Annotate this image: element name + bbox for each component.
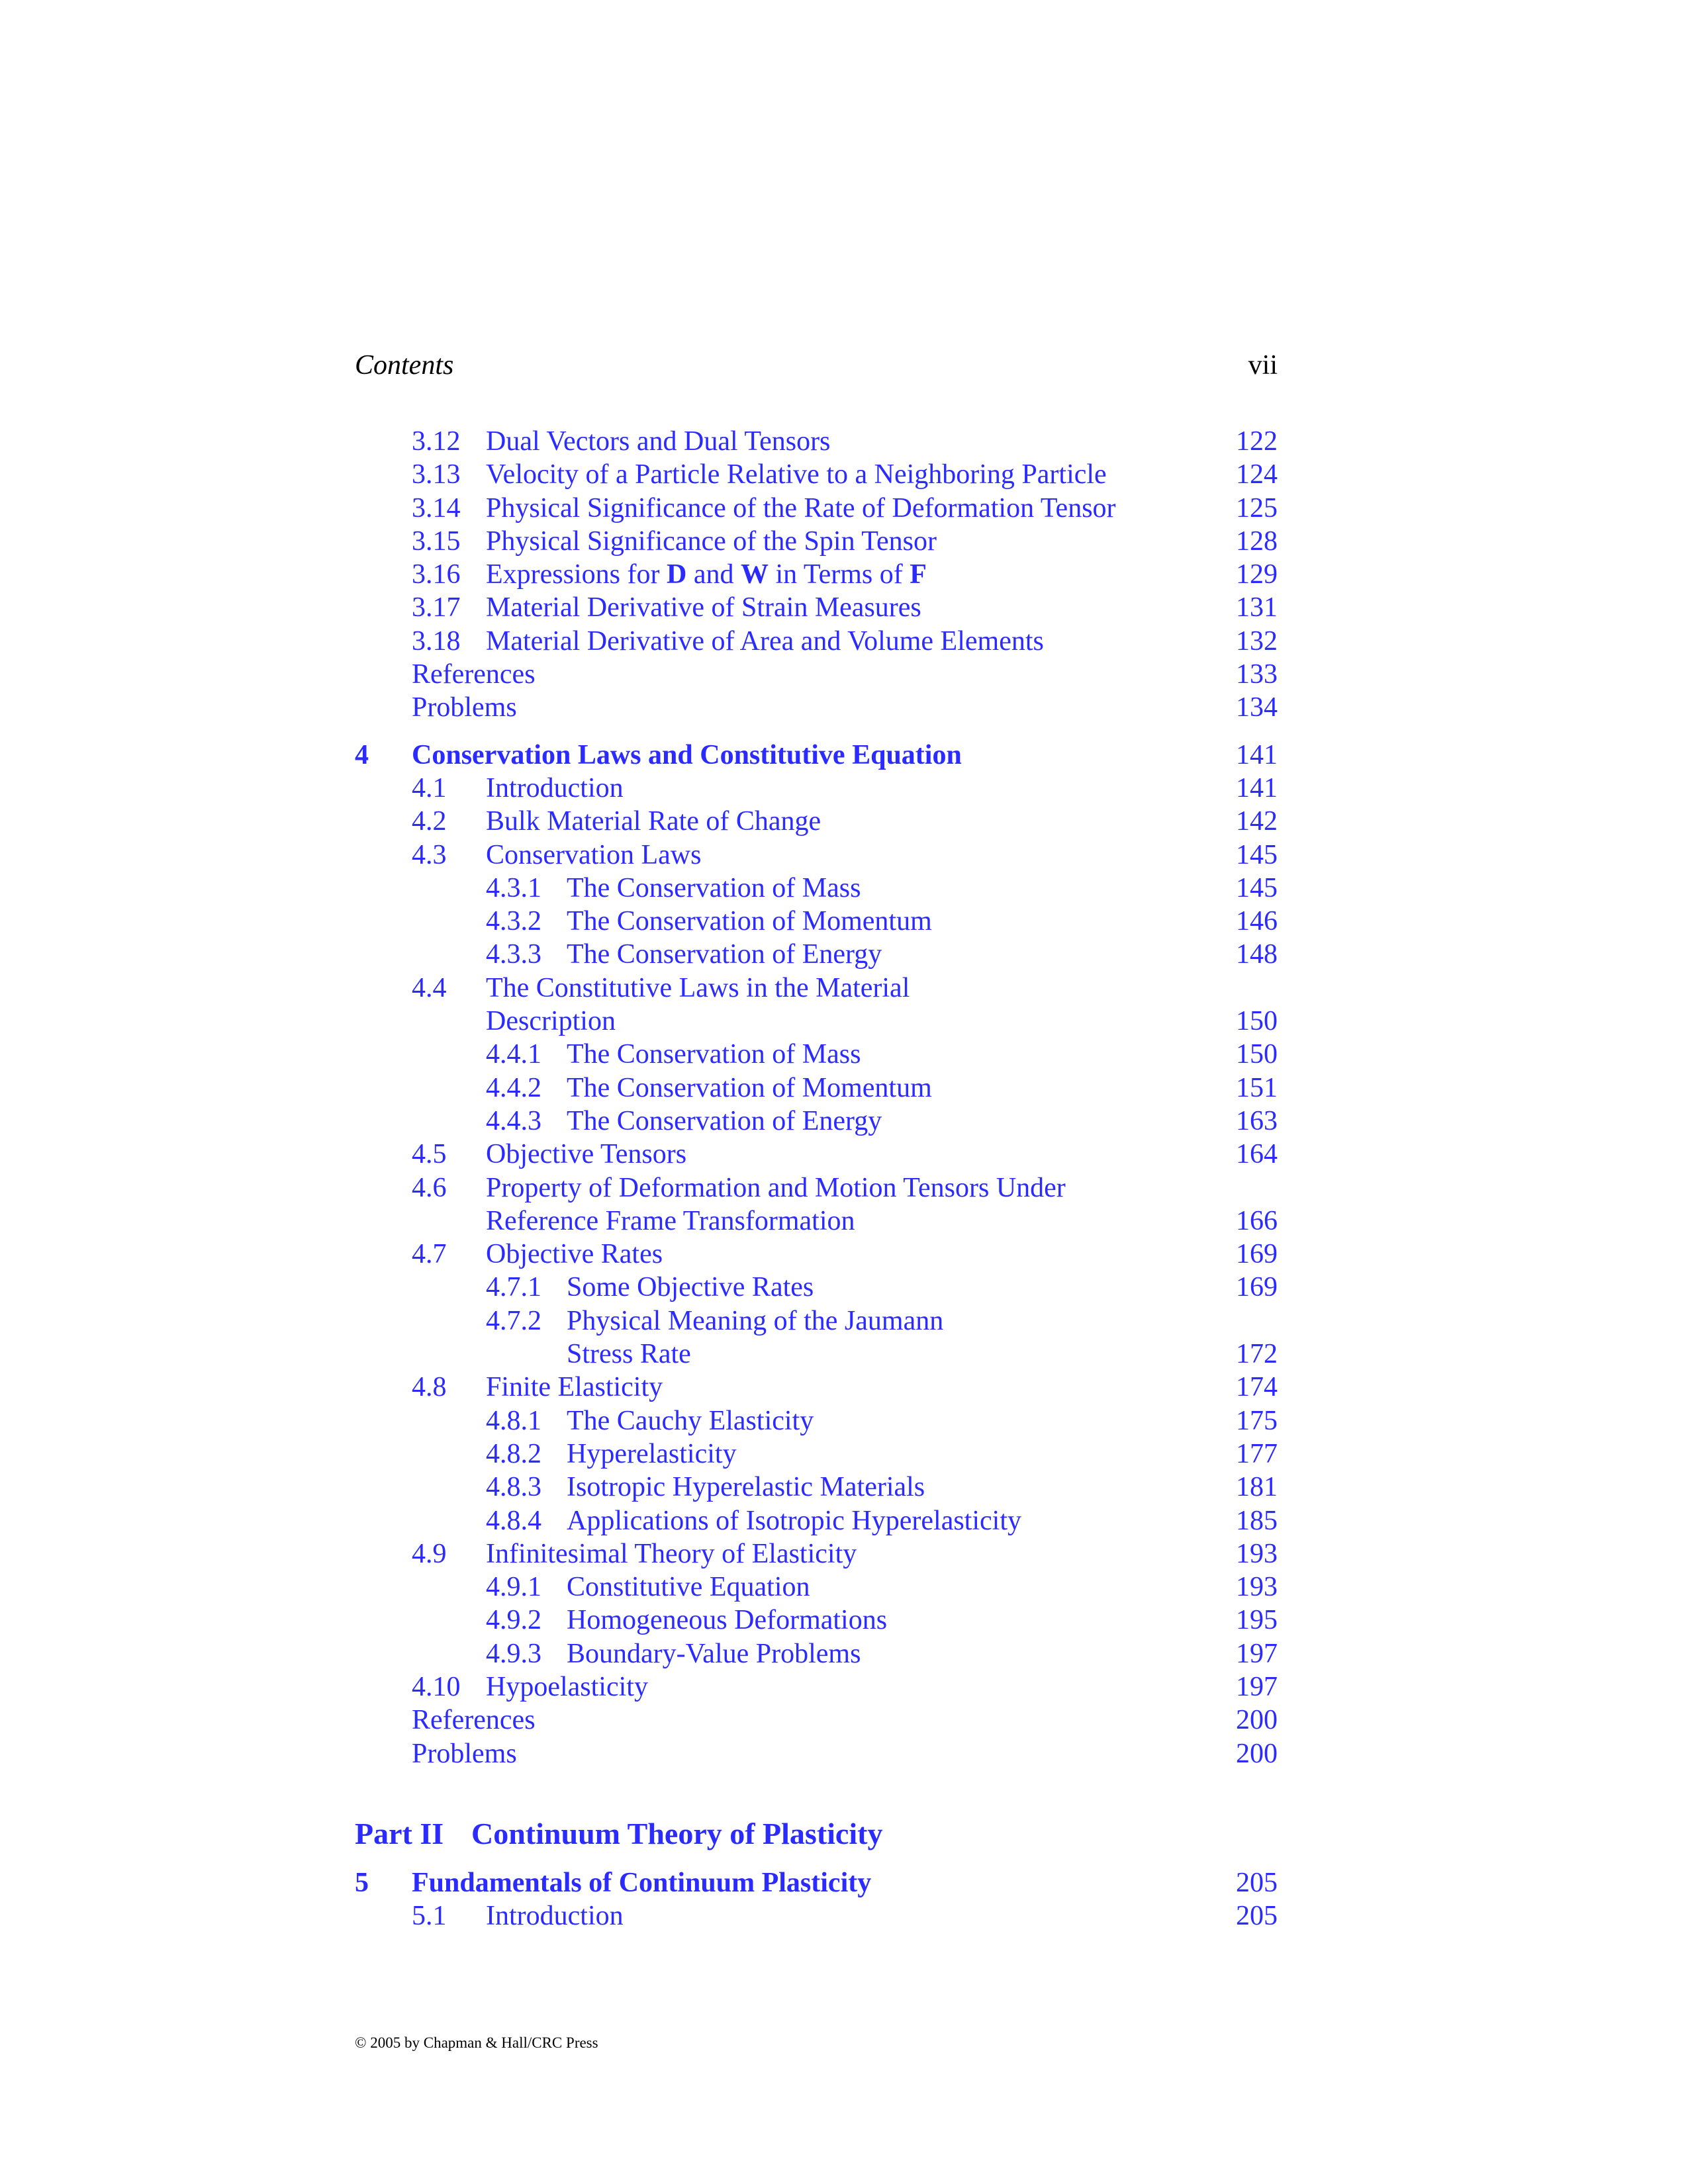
toc-entry[interactable] xyxy=(355,805,1278,838)
toc-number: 4.9 xyxy=(412,1538,447,1569)
toc-entry[interactable] xyxy=(355,1171,1278,1205)
toc-entry[interactable] xyxy=(355,558,1278,591)
toc-title[interactable]: Velocity of a Particle Relative to a Neighboring Particle xyxy=(486,459,1107,490)
toc-title[interactable]: Introduction xyxy=(486,1901,624,1932)
toc-number: 4.3 xyxy=(412,839,447,870)
toc-number: 4.8.2 xyxy=(486,1438,541,1469)
toc-entry[interactable] xyxy=(355,525,1278,558)
toc-title-text: Expressions for xyxy=(486,559,667,590)
toc-entry[interactable] xyxy=(355,492,1278,525)
toc-page-number[interactable]: 145 xyxy=(1236,839,1278,870)
toc-title[interactable]: Some Objective Rates xyxy=(567,1272,814,1303)
toc-page-number[interactable]: 163 xyxy=(1236,1105,1278,1136)
toc-entry[interactable] xyxy=(355,458,1278,491)
toc-number: 4.9.1 xyxy=(486,1572,541,1603)
toc-number: 4.9.2 xyxy=(486,1605,541,1636)
toc-title[interactable]: The Conservation of Mass xyxy=(567,1039,861,1070)
toc-entry[interactable] xyxy=(355,1537,1278,1570)
toc-page-number[interactable]: 200 xyxy=(1236,1738,1278,1769)
toc-number: 3.16 xyxy=(412,559,461,590)
toc-title[interactable] xyxy=(486,558,927,591)
toc-entry[interactable] xyxy=(355,872,1278,905)
toc-page-number[interactable]: 148 xyxy=(1236,939,1278,970)
toc-title[interactable]: Conservation Laws and Constitutive Equation xyxy=(412,739,962,770)
toc-title[interactable]: Physical Significance of the Spin Tensor xyxy=(486,525,937,557)
toc-number: Part II xyxy=(355,1816,444,1850)
toc-number: 4.7 xyxy=(412,1239,447,1270)
toc-page-number[interactable]: 193 xyxy=(1236,1572,1278,1603)
toc-title[interactable]: Fundamentals of Continuum Plasticity xyxy=(412,1867,872,1898)
toc-entry[interactable] xyxy=(355,1437,1278,1471)
toc-entry[interactable] xyxy=(355,1105,1278,1138)
toc-title[interactable]: Property of Deformation and Motion Tensors Under xyxy=(486,1172,1066,1203)
toc-number: 4.4.1 xyxy=(486,1039,541,1070)
toc-page-number[interactable]: 181 xyxy=(1236,1472,1278,1503)
toc-number: 3.13 xyxy=(412,459,461,490)
toc-page-number[interactable]: 193 xyxy=(1236,1538,1278,1569)
toc-title[interactable]: Constitutive Equation xyxy=(567,1572,810,1603)
toc-title[interactable]: Applications of Isotropic Hyperelasticity xyxy=(567,1505,1021,1536)
toc-entry[interactable] xyxy=(355,1338,1278,1371)
toc-page-number[interactable]: 197 xyxy=(1236,1638,1278,1669)
toc-number: 4.3.3 xyxy=(486,939,541,970)
toc-title[interactable]: Problems xyxy=(412,1738,517,1769)
toc-entry[interactable] xyxy=(355,1138,1278,1171)
toc-entry[interactable] xyxy=(355,1005,1278,1038)
toc-entry[interactable] xyxy=(355,1670,1278,1704)
toc-entry[interactable] xyxy=(355,938,1278,971)
toc-number: 4.6 xyxy=(412,1172,447,1203)
toc-title[interactable]: Homogeneous Deformations xyxy=(567,1605,888,1636)
toc-number: 4.5 xyxy=(412,1139,447,1170)
toc-title[interactable]: Stress Rate xyxy=(567,1339,691,1370)
toc-entry[interactable] xyxy=(355,1371,1278,1404)
toc-page-number[interactable]: 132 xyxy=(1236,625,1278,657)
toc-number: 4.10 xyxy=(412,1671,461,1702)
toc-entry[interactable] xyxy=(355,905,1278,938)
toc-entry[interactable] xyxy=(355,425,1278,458)
toc-entry[interactable] xyxy=(355,1637,1278,1670)
toc-title[interactable]: Physical Meaning of the Jaumann xyxy=(567,1305,944,1336)
toc-page-number[interactable]: 131 xyxy=(1236,592,1278,623)
toc-entry[interactable] xyxy=(355,1570,1278,1604)
toc-title[interactable]: Introduction xyxy=(486,772,624,803)
toc-title[interactable]: Problems xyxy=(412,692,517,723)
toc-title[interactable]: The Cauchy Elasticity xyxy=(567,1405,814,1436)
toc-number: 4.4.3 xyxy=(486,1105,541,1136)
toc-page-number[interactable]: 150 xyxy=(1236,1039,1278,1070)
toc-page-number[interactable]: 142 xyxy=(1236,806,1278,837)
toc-page-number[interactable]: 169 xyxy=(1236,1272,1278,1303)
toc-title[interactable]: Material Derivative of Area and Volume Elements xyxy=(486,625,1044,657)
toc-page-number[interactable]: 133 xyxy=(1236,659,1278,690)
toc-entry[interactable] xyxy=(355,1737,1278,1770)
toc-number: 4.2 xyxy=(412,806,447,837)
toc-title[interactable]: Objective Tensors xyxy=(486,1139,687,1170)
toc-page-number[interactable]: 125 xyxy=(1236,492,1278,523)
toc-number: 3.17 xyxy=(412,592,461,623)
toc-title[interactable]: The Conservation of Momentum xyxy=(567,906,932,937)
running-title: Contents xyxy=(355,350,454,381)
toc-entry[interactable] xyxy=(355,972,1278,1005)
toc-page-number[interactable]: 205 xyxy=(1236,1901,1278,1932)
toc-page-number[interactable]: 175 xyxy=(1236,1405,1278,1436)
toc-title[interactable]: Reference Frame Transformation xyxy=(486,1205,855,1236)
toc-chapter[interactable] xyxy=(355,1866,1278,1899)
toc-entry[interactable] xyxy=(355,1205,1278,1238)
toc-entry[interactable] xyxy=(355,1404,1278,1437)
toc-title[interactable]: References xyxy=(412,659,536,690)
toc-title[interactable]: Bulk Material Rate of Change xyxy=(486,806,821,837)
toc-number: 4.7.1 xyxy=(486,1272,541,1303)
toc-number: 4 xyxy=(355,739,369,770)
toc-title-text: and xyxy=(686,559,741,590)
toc-page-number[interactable]: 169 xyxy=(1236,1239,1278,1270)
toc-number: 4.3.2 xyxy=(486,906,541,937)
toc-number: 5 xyxy=(355,1867,369,1898)
toc-entry[interactable] xyxy=(355,1471,1278,1504)
toc-entry[interactable] xyxy=(355,591,1278,624)
toc-entry[interactable] xyxy=(355,1604,1278,1637)
toc-page-number[interactable]: 141 xyxy=(1236,739,1278,770)
table-of-contents xyxy=(355,425,1278,1933)
toc-page-number[interactable]: 195 xyxy=(1236,1605,1278,1636)
toc-number: 4.9.3 xyxy=(486,1638,541,1669)
toc-page-number[interactable]: 145 xyxy=(1236,872,1278,903)
toc-title[interactable]: Infinitesimal Theory of Elasticity xyxy=(486,1538,857,1569)
toc-number: 3.12 xyxy=(412,426,461,457)
toc-entry[interactable] xyxy=(355,625,1278,658)
toc-page-number[interactable]: 177 xyxy=(1236,1438,1278,1469)
toc-title[interactable]: Material Derivative of Strain Measures xyxy=(486,592,921,623)
toc-title[interactable]: Conservation Laws xyxy=(486,839,702,870)
toc-title[interactable]: The Conservation of Energy xyxy=(567,1105,882,1136)
toc-entry[interactable] xyxy=(355,1704,1278,1737)
page-number: vii xyxy=(1248,350,1278,381)
toc-title[interactable]: The Conservation of Momentum xyxy=(567,1072,932,1103)
toc-page-number[interactable]: 172 xyxy=(1236,1339,1278,1370)
toc-number: 4.8.1 xyxy=(486,1405,541,1436)
toc-page-number[interactable]: 151 xyxy=(1236,1072,1278,1103)
toc-number: 4.8.4 xyxy=(486,1505,541,1536)
toc-page-number[interactable]: 122 xyxy=(1236,426,1278,457)
toc-title[interactable]: Hypoelasticity xyxy=(486,1671,648,1702)
toc-page-number[interactable]: 141 xyxy=(1236,772,1278,803)
toc-title[interactable]: The Constitutive Laws in the Material xyxy=(486,972,910,1003)
toc-page-number[interactable]: 150 xyxy=(1236,1006,1278,1037)
toc-number: 4.8 xyxy=(412,1372,447,1403)
toc-chapter[interactable] xyxy=(355,739,1278,772)
toc-number: 4.4 xyxy=(412,972,447,1003)
toc-title-symbol: F xyxy=(910,559,927,590)
toc-title-text: in Terms of xyxy=(768,559,910,590)
toc-title[interactable]: The Conservation of Energy xyxy=(567,939,882,970)
toc-page-number[interactable]: 146 xyxy=(1236,906,1278,937)
toc-number: 3.18 xyxy=(412,625,461,657)
toc-page-number[interactable]: 128 xyxy=(1236,525,1278,557)
toc-page-number[interactable]: 197 xyxy=(1236,1671,1278,1702)
toc-title[interactable]: The Conservation of Mass xyxy=(567,872,861,903)
toc-number: 4.7.2 xyxy=(486,1305,541,1336)
toc-title[interactable]: Finite Elasticity xyxy=(486,1372,663,1403)
toc-title[interactable]: Isotropic Hyperelastic Materials xyxy=(567,1472,925,1503)
toc-entry[interactable] xyxy=(355,1504,1278,1537)
toc-page-number[interactable]: 174 xyxy=(1236,1372,1278,1403)
toc-page-number[interactable]: 185 xyxy=(1236,1505,1278,1536)
toc-title-symbol: W xyxy=(740,559,769,590)
toc-title[interactable]: Objective Rates xyxy=(486,1239,663,1270)
toc-entry[interactable] xyxy=(355,1271,1278,1304)
toc-number: 4.3.1 xyxy=(486,872,541,903)
toc-number: 3.14 xyxy=(412,492,461,523)
toc-entry[interactable] xyxy=(355,1071,1278,1105)
toc-number: 4.4.2 xyxy=(486,1072,541,1103)
toc-title[interactable]: References xyxy=(412,1705,536,1736)
toc-title-symbol: D xyxy=(666,559,687,590)
toc-entry[interactable] xyxy=(355,772,1278,805)
toc-entry[interactable] xyxy=(355,839,1278,872)
toc-entry[interactable] xyxy=(355,691,1278,724)
toc-title[interactable]: Description xyxy=(486,1006,616,1037)
toc-number: 4.1 xyxy=(412,772,447,803)
toc-number: 4.8.3 xyxy=(486,1472,541,1503)
toc-title[interactable]: Dual Vectors and Dual Tensors xyxy=(486,426,831,457)
toc-page-number[interactable]: 200 xyxy=(1236,1705,1278,1736)
toc-title[interactable]: Hyperelasticity xyxy=(567,1438,737,1469)
toc-entry[interactable] xyxy=(355,658,1278,691)
toc-entry[interactable] xyxy=(355,1038,1278,1071)
toc-entry[interactable] xyxy=(355,1238,1278,1271)
toc-number: 3.15 xyxy=(412,525,461,557)
toc-title[interactable]: Physical Significance of the Rate of Deformation Tensor xyxy=(486,492,1116,523)
toc-part[interactable] xyxy=(355,1815,1278,1852)
toc-title[interactable]: Boundary-Value Problems xyxy=(567,1638,861,1669)
toc-title[interactable]: Continuum Theory of Plasticity xyxy=(471,1816,883,1850)
toc-page-number[interactable]: 134 xyxy=(1236,692,1278,723)
copyright-footer: © 2005 by Chapman & Hall/CRC Press xyxy=(355,2034,598,2051)
toc-number: 5.1 xyxy=(412,1901,447,1932)
toc-entry[interactable] xyxy=(355,1899,1278,1933)
toc-page-number[interactable]: 129 xyxy=(1236,559,1278,590)
toc-page-number[interactable]: 205 xyxy=(1236,1867,1278,1898)
toc-page-number[interactable]: 124 xyxy=(1236,459,1278,490)
toc-page-number[interactable]: 164 xyxy=(1236,1139,1278,1170)
toc-page-number[interactable]: 166 xyxy=(1236,1205,1278,1236)
toc-entry[interactable] xyxy=(355,1304,1278,1338)
